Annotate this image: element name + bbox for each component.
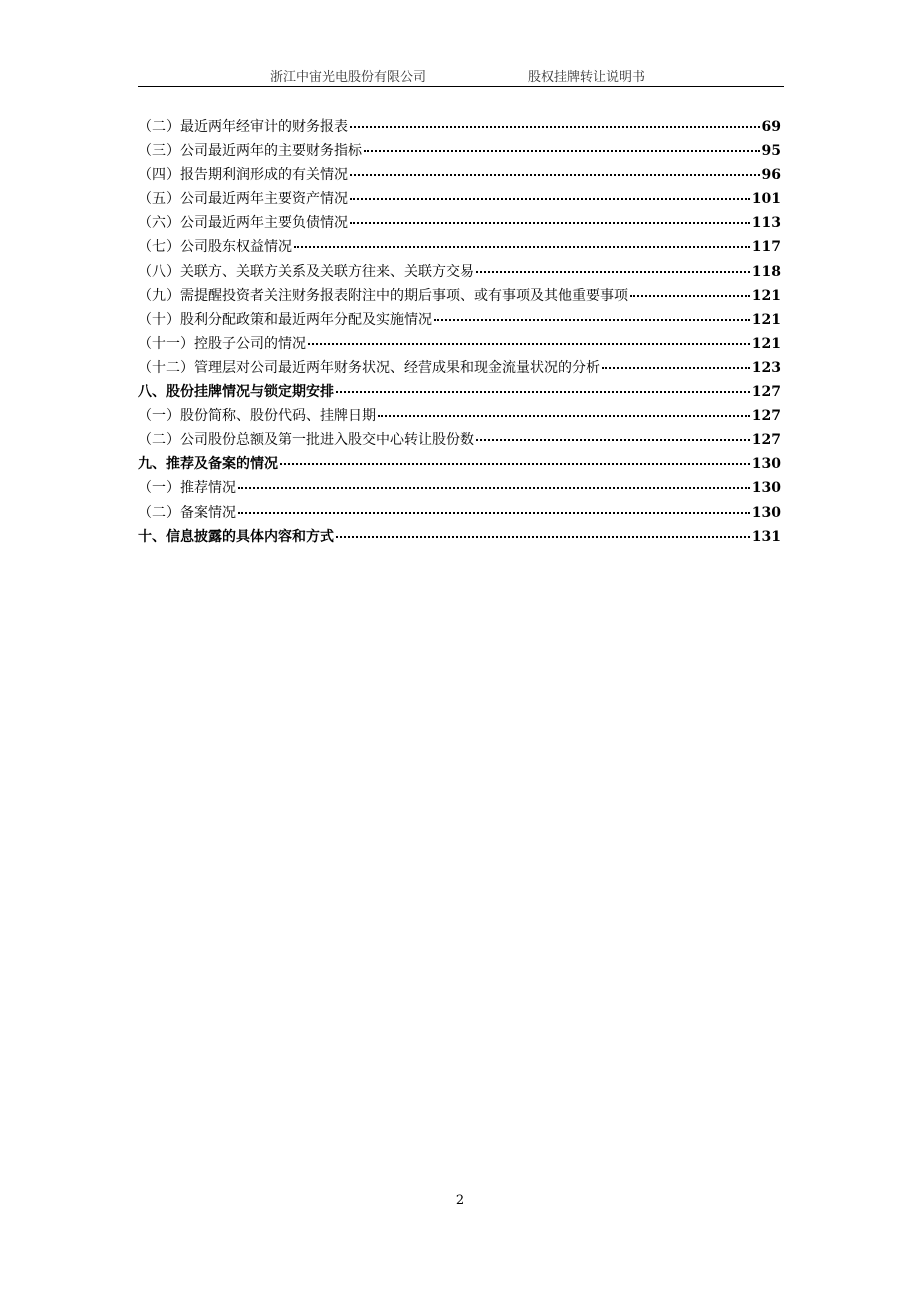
toc-entry-title: 十、信息披露的具体内容和方式 (138, 528, 334, 545)
toc-entry-section[interactable] (138, 332, 781, 356)
toc-entry-title: （二）最近两年经审计的财务报表 (138, 119, 348, 135)
header-company-name: 浙江中宙光电股份有限公司 (270, 70, 427, 85)
page-header (138, 66, 784, 86)
toc-entry-page-number: 131 (751, 528, 781, 545)
header-rule (138, 86, 784, 87)
toc-entry-page-number: 113 (751, 215, 781, 232)
toc-entry-page-number: 123 (751, 359, 781, 376)
toc-dot-leader (308, 343, 750, 345)
toc-entry-section[interactable] (138, 356, 781, 380)
toc-entry-title: （十）股利分配政策和最近两年分配及实施情况 (138, 311, 432, 328)
toc-entry-section[interactable] (138, 163, 781, 187)
toc-entry-title: （五）公司最近两年主要资产情况 (138, 191, 348, 208)
toc-entry-section[interactable] (138, 308, 781, 332)
toc-entry-title: （二）公司股份总额及第一批进入股交中心转让股份数 (138, 432, 474, 449)
toc-dot-leader (350, 198, 750, 200)
toc-entry-section[interactable] (138, 235, 781, 259)
toc-entry-title: （一）推荐情况 (138, 480, 236, 497)
toc-entry-section[interactable] (138, 476, 781, 500)
toc-entry-title: （三）公司最近两年的主要财务指标 (138, 143, 362, 160)
toc-entry-page-number: 69 (761, 119, 781, 135)
toc-dot-leader (476, 271, 750, 273)
toc-entry-chapter[interactable] (138, 525, 781, 549)
toc-entry-title: （八）关联方、关联方关系及关联方往来、关联方交易 (138, 263, 474, 280)
toc-dot-leader (238, 487, 750, 489)
toc-entry-section[interactable] (138, 501, 781, 525)
toc-dot-leader (476, 439, 750, 441)
toc-entry-chapter[interactable] (138, 452, 781, 476)
toc-entry-title: 九、推荐及备案的情况 (138, 456, 278, 473)
toc-dot-leader (364, 150, 760, 152)
toc-entry-title: （七）公司股东权益情况 (138, 239, 292, 256)
toc-entry-title: 八、股份挂牌情况与锁定期安排 (138, 384, 334, 401)
toc-entry-title: （二）备案情况 (138, 504, 236, 521)
toc-entry-page-number: 95 (761, 143, 781, 160)
toc-entry-section[interactable] (138, 115, 781, 139)
toc-entry-page-number: 130 (751, 480, 781, 497)
toc-dot-leader (630, 295, 750, 297)
toc-entry-page-number: 127 (751, 432, 781, 449)
toc-dot-leader (238, 512, 750, 514)
toc-entry-title: （十一）控股子公司的情况 (138, 335, 306, 352)
toc-entry-section[interactable] (138, 404, 781, 428)
toc-entry-page-number: 121 (751, 287, 781, 304)
toc-entry-section[interactable] (138, 428, 781, 452)
toc-entry-page-number: 117 (751, 239, 781, 256)
toc-entry-page-number: 130 (751, 456, 781, 473)
toc-entry-page-number: 96 (761, 167, 781, 184)
toc-entry-section[interactable] (138, 284, 781, 308)
toc-entry-title: （一）股份简称、股份代码、挂牌日期 (138, 408, 376, 425)
toc-entry-section[interactable] (138, 187, 781, 211)
toc-entry-page-number: 130 (751, 504, 781, 521)
toc-entry-title: （六）公司最近两年主要负债情况 (138, 215, 348, 232)
toc-entry-title: （十二）管理层对公司最近两年财务状况、经营成果和现金流量状况的分析 (138, 359, 600, 376)
toc-dot-leader (294, 246, 750, 248)
toc-dot-leader (336, 536, 750, 538)
toc-dot-leader (280, 463, 750, 465)
toc-entry-page-number: 101 (751, 191, 781, 208)
toc-entry-section[interactable] (138, 139, 781, 163)
toc-entry-page-number: 127 (751, 384, 781, 401)
toc-entry-title: （四）报告期利润形成的有关情况 (138, 167, 348, 184)
toc-entry-page-number: 127 (751, 408, 781, 425)
header-document-title: 股权挂牌转让说明书 (528, 70, 646, 85)
table-of-contents (138, 115, 781, 549)
toc-entry-section[interactable] (138, 260, 781, 284)
toc-dot-leader (350, 174, 760, 176)
toc-dot-leader (378, 415, 750, 417)
toc-entry-title: （九）需提醒投资者关注财务报表附注中的期后事项、或有事项及其他重要事项 (138, 287, 628, 304)
toc-entry-page-number: 121 (751, 335, 781, 352)
toc-entry-page-number: 118 (751, 263, 781, 280)
toc-dot-leader (350, 222, 750, 224)
toc-dot-leader (602, 367, 750, 369)
page-number: 2 (455, 1193, 465, 1208)
toc-dot-leader (336, 391, 750, 393)
toc-entry-chapter[interactable] (138, 380, 781, 404)
toc-entry-page-number: 121 (751, 311, 781, 328)
toc-dot-leader (434, 319, 750, 321)
toc-dot-leader (350, 126, 760, 128)
toc-entry-section[interactable] (138, 211, 781, 235)
